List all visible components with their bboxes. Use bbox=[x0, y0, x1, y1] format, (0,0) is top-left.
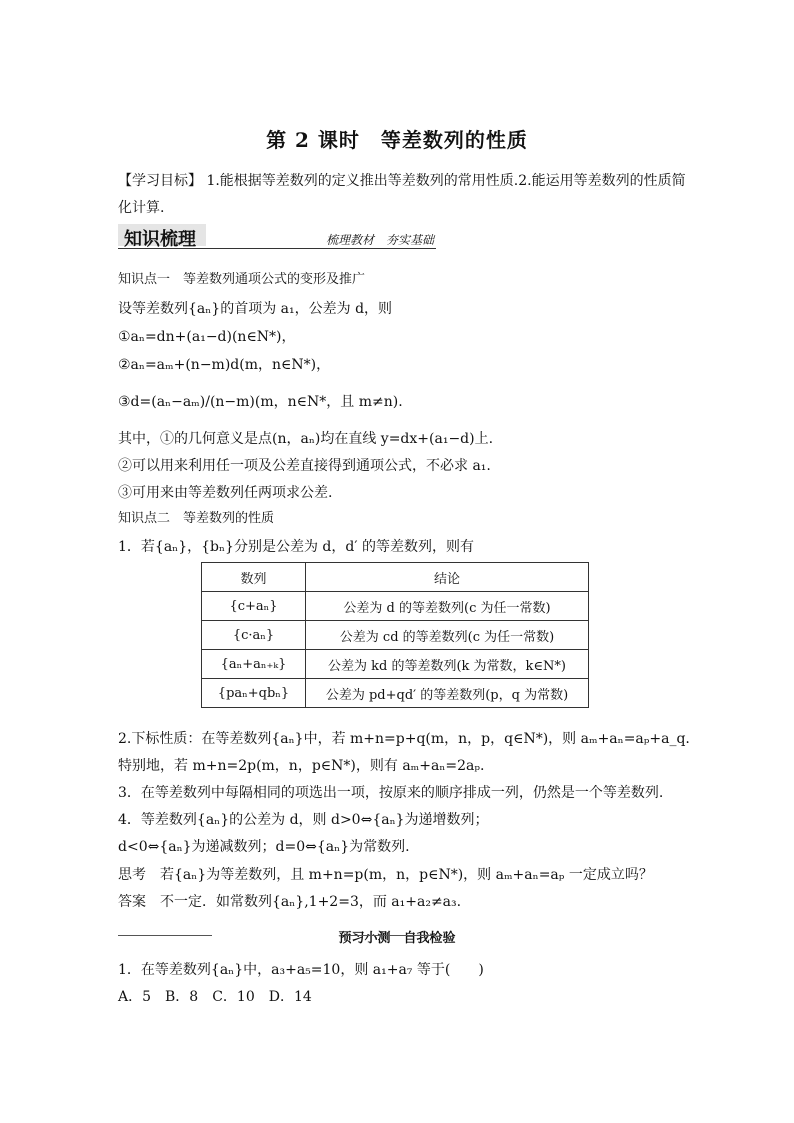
table-row bbox=[202, 592, 589, 621]
kp2-item-3: 3．在等差数列中每隔相同的项选出一项，按原来的顺序排成一列，仍然是一个等差数列. bbox=[118, 785, 664, 801]
kp1-line: 其中，①的几何意义是点(n，aₙ)均在直线 y=dx+(a₁−d)上. bbox=[118, 431, 494, 447]
table-header-cell: 结论 bbox=[306, 563, 589, 592]
table-header-row bbox=[202, 563, 589, 592]
kp1-line: ③可用来由等差数列任两项求公差. bbox=[118, 485, 333, 501]
section-label: 知识梳理 bbox=[124, 229, 196, 250]
kp2-item-4: 4．等差数列{aₙ}的公差为 d，则 d>0⇔{aₙ}为递增数列； bbox=[118, 812, 489, 828]
think-question: 思考 若{aₙ}为等差数列，且 m+n=p(m，n，p∈N*)，则 aₘ+aₙ=aₚ 一定成立吗？ bbox=[118, 867, 653, 883]
kp2-item-2b: 特别地，若 m+n=2p(m，n，p∈N*)，则有 aₘ+aₙ=2aₚ. bbox=[118, 758, 485, 774]
properties-table bbox=[201, 562, 589, 708]
kp2-item-2: 2.下标性质：在等差数列{aₙ}中，若 m+n=p+q(m，n，p，q∈N*)，则 aₘ+aₙ=aₚ+a_q. bbox=[118, 731, 690, 747]
kp1-line: ②可以用来利用任一项及公差直接得到通项公式，不必求 a₁. bbox=[118, 458, 491, 474]
table-cell: 公差为 kd 的等差数列(k 为常数，k∈N*) bbox=[306, 650, 589, 679]
table-cell: {aₙ+aₙ₊ₖ} bbox=[202, 650, 306, 679]
kp1-heading: 知识点一 等差数列通项公式的变形及推广 bbox=[118, 272, 366, 287]
think-answer: 答案 不一定．如常数列{aₙ},1+2=3，而 a₁+a₂≠a₃. bbox=[118, 894, 462, 910]
table-row bbox=[202, 650, 589, 679]
kp2-item-4b: d<0⇔{aₙ}为递减数列；d=0⇔{aₙ}为常数列. bbox=[118, 839, 410, 855]
section-subtitle: 梳理教材 夯实基础 bbox=[326, 233, 435, 247]
table-cell: 公差为 pd+qd′ 的等差数列(p，q 为常数) bbox=[306, 679, 589, 708]
table-cell: 公差为 cd 的等差数列(c 为任一常数) bbox=[306, 621, 589, 650]
learning-objective-line-1: 【学习目标】 1.能根据等差数列的定义推出等差数列的常用性质.2.能运用等差数列的性质简 bbox=[118, 173, 686, 189]
table-cell: {c+aₙ} bbox=[202, 592, 306, 621]
table-row bbox=[202, 621, 589, 650]
table-row bbox=[202, 679, 589, 708]
page-title: 第 2 课时 等差数列的性质 bbox=[266, 128, 528, 152]
kp1-line: ②aₙ=aₘ+(n−m)d(m，n∈N*)， bbox=[118, 357, 331, 373]
table-cell: {c·aₙ} bbox=[202, 621, 306, 650]
kp1-line: 设等差数列{aₙ}的首项为 a₁，公差为 d，则 bbox=[118, 301, 393, 317]
kp2-heading: 知识点二 等差数列的性质 bbox=[118, 511, 275, 526]
preview-question-1: 1．在等差数列{aₙ}中，a₃+a₅=10，则 a₁+a₇ 等于( ) bbox=[118, 962, 484, 978]
table-cell: {paₙ+qbₙ} bbox=[202, 679, 306, 708]
kp1-line: ①aₙ=dn+(a₁−d)(n∈N*)， bbox=[118, 329, 296, 345]
preview-rule-right bbox=[346, 935, 436, 936]
table-header-cell: 数列 bbox=[202, 563, 306, 592]
kp2-item-1: 1．若{aₙ}，{bₙ}分别是公差为 d，d′ 的等差数列，则有 bbox=[118, 539, 474, 555]
learning-objective-line-2: 化计算. bbox=[118, 200, 165, 216]
kp1-line: ③d=(aₙ−aₘ)/(n−m)(m，n∈N*，且 m≠n). bbox=[118, 394, 403, 410]
table-cell: 公差为 d 的等差数列(c 为任一常数) bbox=[306, 592, 589, 621]
preview-options: A．5 B．8 C．10 D．14 bbox=[118, 989, 312, 1005]
preview-heading: 预习小测 自我检验 bbox=[338, 931, 456, 946]
section-header bbox=[118, 224, 436, 252]
section-rule bbox=[118, 248, 436, 249]
